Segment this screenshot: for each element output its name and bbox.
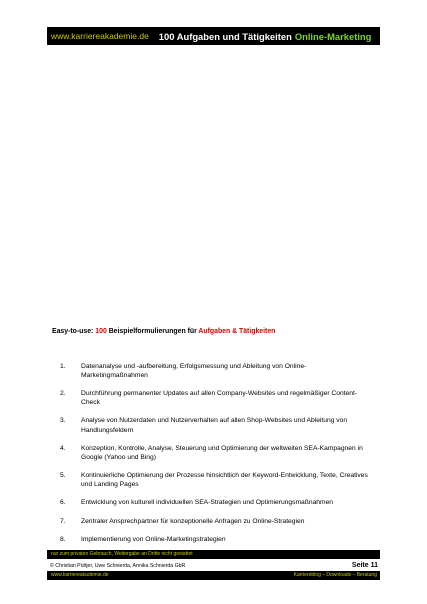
item-text: Analyse von Nutzerdaten und Nutzerverhalten auf allen Shop-Websites und Ableitung von Handlungsfeldern [81,417,348,434]
header-accent: Online-Marketing [294,30,372,42]
header-url[interactable]: www.karriereakademie.de [51,31,149,41]
footer-copyright: © Christian Püttjer, Uwe Schnierda, Annika Schnierda GbR [50,562,186,569]
item-number: 6. [60,499,66,507]
item-text: Kontinuierliche Optimierung der Prozesse hinsichtlich der Keyword-Entwicklung, Texte, Creatives und Landing Pages [81,471,368,489]
item-number: 4. [60,444,66,452]
footer-links-bar [47,571,380,580]
list-item [60,444,380,462]
task-list [60,362,380,544]
intro-prefix: Easy-to-use: [52,328,96,335]
list-item [60,416,380,434]
item-text: Durchführung permanenter Updates auf allen Company-Websites und regelmäßiger Content-Check [81,390,358,407]
item-text: Implementierung von Online-Marketingstrategien [81,536,226,544]
item-number: 1. [60,363,66,370]
footer-url[interactable]: www.karriereakademie.de [51,572,109,578]
item-text: Zentraler Ansprechpartner für konzeptionelle Anfragen zu Online-Strategien [81,517,305,525]
footer-links[interactable]: Karriereblog – Downloads – Beratung [293,572,377,578]
intro-highlight: Aufgaben & Tätigkeiten [198,328,276,335]
footer-info [47,560,380,571]
list-item [60,389,380,407]
page-number: Seite 11 [351,562,378,569]
item-text: Konzeption, Kontrolle, Analyse, Steuerung und Optimierung der weltweiten SEA-Kampagnen in Google (Yahoo und Bing) [81,444,363,461]
footer-notice: nur zum privaten Gebrauch, Weitergabe an Dritte nicht gestattet [47,550,380,559]
header-bar [47,27,380,45]
list-item [60,471,380,489]
list-item [60,517,380,526]
intro-middle: Beispielformulierungen für [106,328,199,335]
item-number: 5. [60,471,66,479]
intro-count: 100 [95,328,107,335]
list-item [60,362,380,380]
item-text: Entwicklung von kulturell individuellen SEA-Strategien und Optimierungsmaßnahmen [81,499,334,507]
item-text: Datenanalyse und -aufbereitung, Erfolgsmessung und Ableitung von Online-Marketingmaßnahmen [81,363,307,380]
header-title: 100 Aufgaben und Tätigkeiten [158,30,292,42]
item-number: 7. [60,517,66,525]
list-item [60,535,380,544]
intro-line [52,328,275,335]
item-number: 2. [60,390,66,398]
item-number: 3. [60,417,66,425]
item-number: 8. [60,536,66,544]
list-item [60,498,380,507]
